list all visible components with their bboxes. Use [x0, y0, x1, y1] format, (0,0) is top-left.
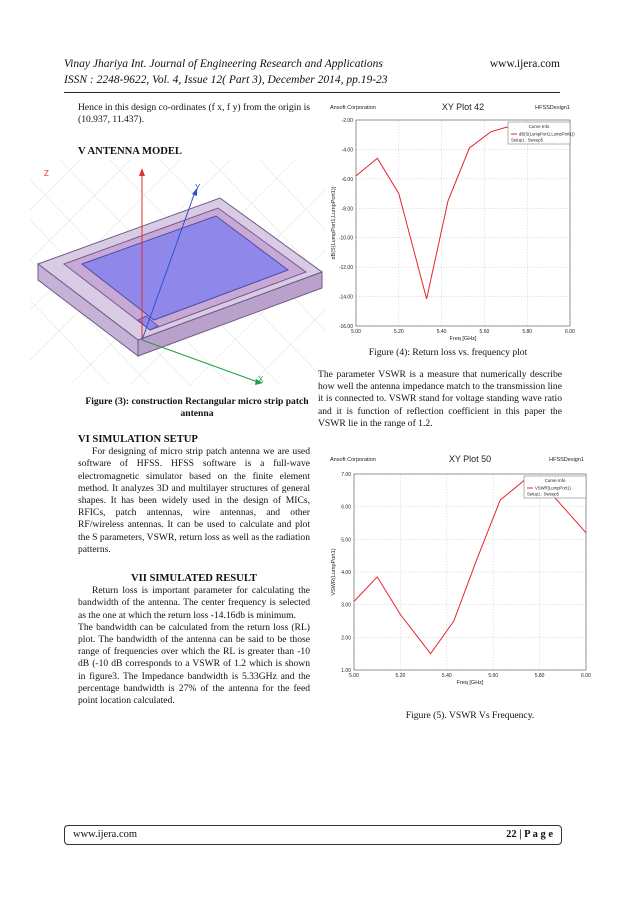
y-axis-label: dB(S(LumpPort1,LumpPort1)) [331, 186, 337, 260]
section7-para1: Return loss is important parameter for calculating the bandwidth of the antenna. The center frequency is selected as the one at which the return loss -14.16db is minimum. [78, 585, 310, 621]
x-tick-label: 5.00 [351, 329, 361, 335]
x-tick-label: 5.00 [349, 673, 359, 679]
page-number: 22 | P a g e [506, 829, 553, 840]
x-tick-label: 5.20 [393, 329, 404, 335]
section6-block [78, 434, 310, 556]
chart-design-label: HFSSDesign1 [535, 105, 570, 111]
section7-para2: The bandwidth can be calculated from the return loss (RL) plot. The bandwidth of the antenna can be said to be those range of frequencies over which the RL is greater than -10 dB (-10 dB corresponds to a VSWR of 1.2 which is shown in figure3. The Impedance bandwidth is 5.33GHz and the percentage bandwidth is 27% of the antenna for the feed point location calculated. [78, 621, 310, 707]
x-axis-label: Freq [GHz] [456, 680, 484, 686]
y-tick-label: -14.00 [338, 294, 353, 301]
x-tick-label: 5.40 [441, 673, 452, 679]
vswr-text-block [318, 369, 562, 430]
x-tick-label: 6.00 [581, 673, 591, 679]
section5-block [78, 146, 310, 158]
section5-heading: V ANTENNA MODEL [78, 146, 182, 157]
page-footer [64, 825, 562, 845]
x-axis-label: Freq [GHz] [449, 336, 477, 342]
antenna-model-figure [30, 160, 330, 385]
y-tick-label: -6.00 [341, 176, 353, 183]
vswr-chart [326, 452, 591, 700]
vswr-text: The parameter VSWR is a measure that numerically describe how well the antenna impedance match to the transmission line it is connected to. VSWR stand for voltage standing wave ratio and it is function of reflection coefficient in this paper the VSWR lie in the range of 1.2. [318, 369, 562, 429]
intro-text: Hence in this design co-ordinates (f x, f y) from the origin is (10.937, 11.437). [78, 102, 310, 126]
y-tick-label: -12.00 [338, 265, 353, 272]
y-tick-label: -8.00 [341, 206, 353, 213]
section6-heading: VI SIMULATION SETUP [78, 434, 198, 445]
footer-url[interactable]: www.ijera.com [73, 829, 138, 840]
x-axis-label: X [258, 375, 264, 384]
section7-heading: VII SIMULATED RESULT [131, 573, 257, 584]
chart-design-label: HFSSDesign1 [549, 457, 584, 463]
y-tick-label: 4.00 [341, 570, 351, 576]
journal-line: Vinay Jhariya Int. Journal of Engineering Research and Applications [64, 58, 383, 70]
chart-corp-label: Ansoft Corporation [330, 457, 376, 463]
intro-block [78, 102, 310, 126]
legend-entry: Setup1 : Sweep5 [527, 491, 559, 497]
x-tick-label: 5.20 [395, 673, 406, 679]
y-tick-label: 1.00 [341, 668, 351, 674]
y-tick-label: -16.00 [338, 324, 353, 330]
y-tick-label: -4.00 [341, 147, 353, 154]
figure4-caption: Figure (4): Return loss vs. frequency plot [368, 347, 528, 358]
legend-entry: VSWR(LumpPort1) [535, 485, 571, 491]
return-loss-chart [326, 100, 575, 342]
y-tick-label: 2.00 [341, 635, 351, 642]
section7-block [78, 573, 310, 707]
y-axis-label: Y [195, 183, 201, 192]
section6-text: For designing of micro strip patch antenna we are used software of HFSS. HFSS software is a full-wave electromagnetic simulator based on the finite element method. It analyzes 3D and multilayer structures of general shapes. It has been widely used in the design of MICs, RFICs, patch antennas, wire antennas, and other RF/wireless antennas. It can be used to calculate and plot the S parameters, VSWR, return loss as well as the radiation patterns. [78, 446, 310, 555]
x-tick-label: 5.60 [488, 673, 499, 679]
x-tick-label: 5.40 [436, 329, 447, 335]
y-tick-label: 5.00 [341, 537, 351, 544]
legend-title: Curve Info [544, 478, 566, 483]
legend-entry: dB(S(LumpPort1,LumpPort1)) [519, 131, 575, 137]
header-rule [64, 92, 560, 93]
figure5-caption: Figure (5). VSWR Vs Frequency. [405, 710, 535, 721]
issn-line: ISSN : 2248-9622, Vol. 4, Issue 12( Part 3), December 2014, pp.19-23 [64, 74, 388, 86]
legend-entry: Setup1 : Sweep5 [511, 137, 543, 143]
chart-title: XY Plot 42 [441, 102, 485, 112]
legend-title: Curve Info [528, 124, 550, 129]
x-tick-label: 5.80 [534, 673, 545, 679]
z-axis-label: Z [44, 169, 49, 178]
figure3-caption: Figure (3): construction Rectangular micro strip patch antenna [85, 396, 309, 419]
header-url[interactable]: www.ijera.com [489, 58, 560, 70]
y-tick-label: -10.00 [338, 235, 353, 242]
chart-corp-label: Ansoft Corporation [330, 105, 376, 111]
x-tick-label: 5.60 [479, 329, 490, 335]
y-tick-label: 7.00 [341, 472, 351, 478]
page-header [64, 56, 560, 88]
y-tick-label: 3.00 [341, 602, 351, 609]
y-tick-label: -2.00 [341, 118, 353, 124]
y-axis-label: VSWR(LumpPort1) [331, 548, 337, 596]
x-tick-label: 5.80 [522, 329, 533, 335]
x-tick-label: 6.00 [565, 329, 575, 335]
y-tick-label: 6.00 [341, 504, 351, 511]
chart-title: XY Plot 50 [448, 454, 492, 464]
